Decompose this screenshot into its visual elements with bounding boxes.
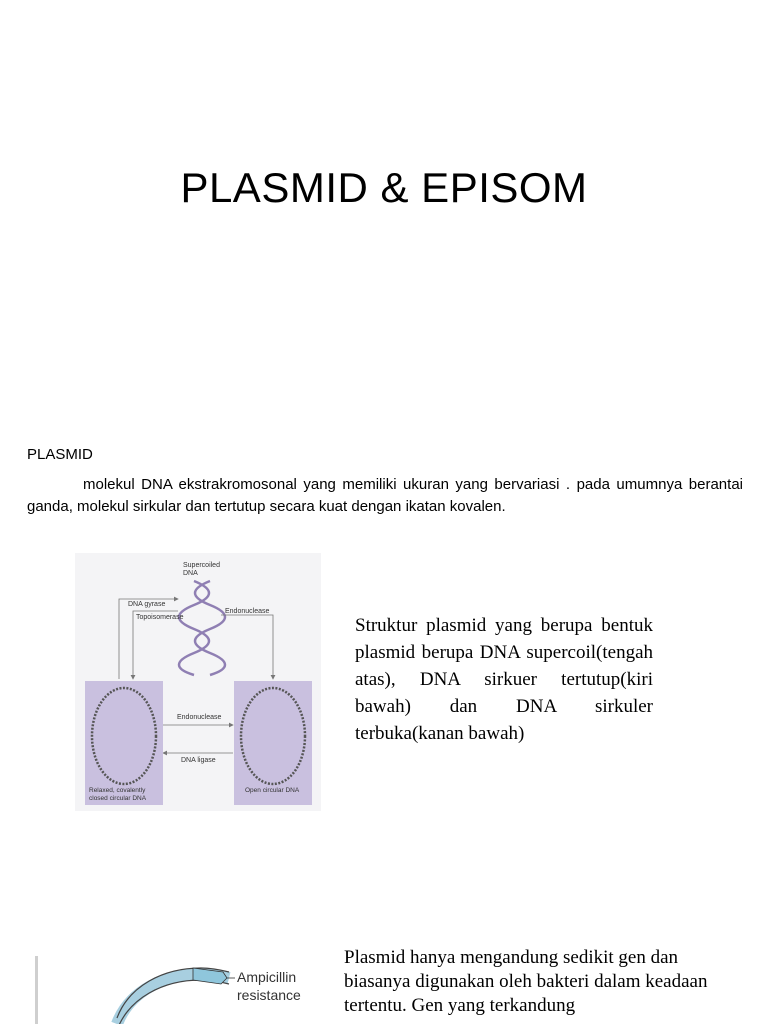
plasmid-map-diagram: [33, 952, 303, 1024]
plasmid-structure-diagram: [75, 553, 321, 811]
endonuclease-mid-label: Endonuclease: [177, 714, 222, 721]
diagram-caption: Struktur plasmid yang berupa bentuk plasmid berupa DNA supercoil(tengah atas), DNA sirkuer tertutup(kiri bawah) dan DNA sirkuler terbuka(kanan bawah): [355, 615, 653, 744]
section-paragraph: molekul DNA ekstrakromosonal yang memiliki ukuran yang bervariasi . pada umumnya berantai ganda, molekul sirkular dan tertutup secara kuat dengan ikatan kovalen.: [27, 476, 743, 515]
plasmid-gene-caption: Plasmid hanya mengandung sedikit gen dan biasanya digunakan oleh bakteri dalam keadaan tertentu. Gen yang terkandung: [344, 947, 708, 1016]
dna-ligase-label: DNA ligase: [181, 757, 216, 764]
topoisomerase-label: Topoisomerase: [136, 614, 184, 621]
endonuclease-top-label: Endonuclease: [225, 608, 270, 615]
supercoiled-label-1: Supercoiled: [183, 562, 220, 569]
supercoiled-label-2: DNA: [183, 570, 198, 577]
ampicillin-label-1: Ampicillin: [237, 969, 297, 985]
ampicillin-label-2: resistance: [237, 987, 301, 1003]
section-heading: PLASMID: [27, 446, 93, 463]
relaxed-label-1: Relaxed, covalently: [89, 787, 146, 794]
relaxed-label-2: closed circular DNA: [89, 795, 147, 802]
dna-gyrase-label: DNA gyrase: [128, 601, 166, 608]
open-label: Open circular DNA: [245, 787, 300, 794]
page-title: PLASMID & EPISOM: [180, 164, 588, 211]
